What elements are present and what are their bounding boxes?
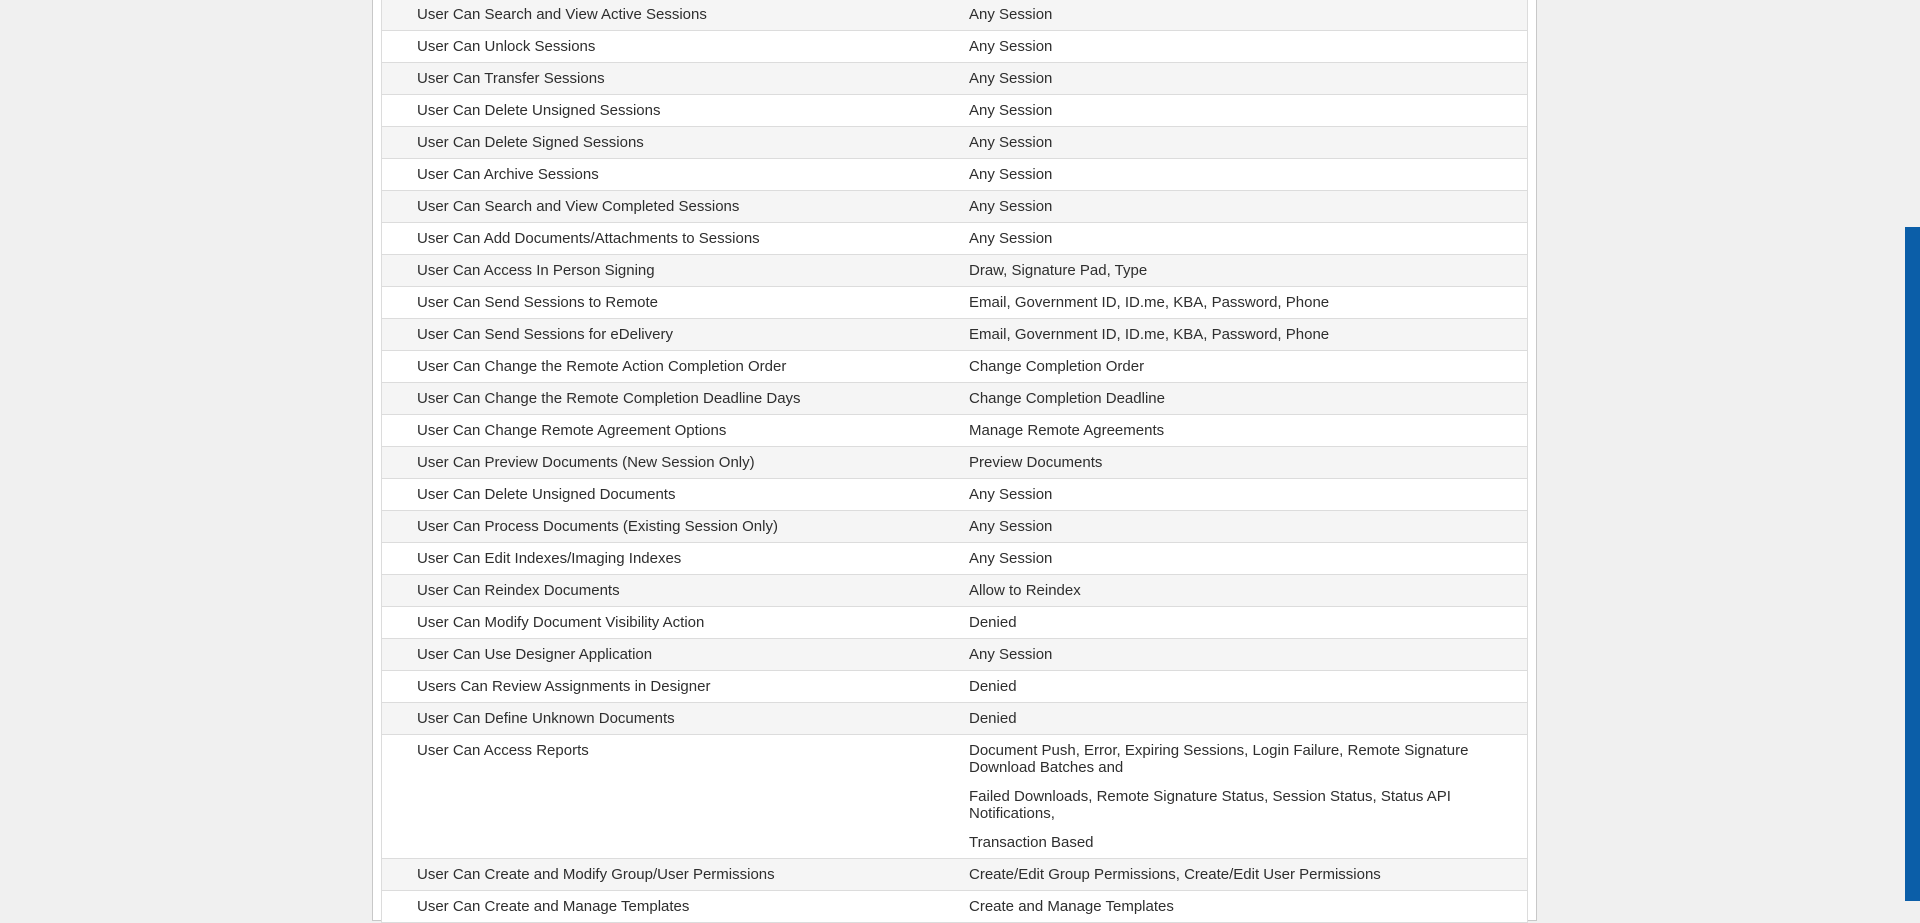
permission-value — [969, 742, 1527, 851]
permission-value-line: Change Completion Order — [969, 358, 1145, 375]
permission-name: User Can Access In Person Signing — [417, 262, 655, 279]
permission-name: User Can Create and Modify Group/User Permissions — [417, 866, 775, 883]
permission-value-line: Preview Documents — [969, 454, 1103, 471]
permission-value-line: Any Session — [969, 70, 1053, 87]
permission-value-line: Change Completion Deadline — [969, 390, 1165, 407]
permission-name: User Can Change the Remote Action Completion Order — [417, 358, 787, 375]
permission-value-line: Any Session — [969, 486, 1053, 503]
permission-row[interactable] — [382, 351, 1527, 383]
permission-row[interactable] — [382, 639, 1527, 671]
permission-value-line: Create/Edit Group Permissions, Create/Edit User Permissions — [969, 866, 1381, 883]
permission-name: User Can Change the Remote Completion Deadline Days — [417, 390, 801, 407]
permission-value — [969, 518, 1527, 535]
permission-row[interactable] — [382, 383, 1527, 415]
permission-value — [969, 486, 1527, 503]
permission-value-line: Email, Government ID, ID.me, KBA, Password, Phone — [969, 294, 1330, 311]
scrollbar-thumb[interactable] — [1905, 227, 1920, 901]
permission-name: User Can Change Remote Agreement Options — [417, 422, 727, 439]
permission-value-line: Any Session — [969, 6, 1053, 23]
permission-name: User Can Preview Documents (New Session Only) — [417, 454, 755, 471]
permission-row[interactable] — [382, 607, 1527, 639]
permission-name: User Can Create and Manage Templates — [417, 898, 690, 915]
permission-name: User Can Send Sessions for eDelivery — [417, 326, 673, 343]
permission-value-line: Denied — [969, 614, 1017, 631]
permission-value — [969, 866, 1527, 883]
permission-row[interactable] — [382, 255, 1527, 287]
permission-row[interactable] — [382, 575, 1527, 607]
permissions-table — [381, 0, 1528, 923]
permission-row[interactable] — [382, 447, 1527, 479]
permission-name: User Can Delete Unsigned Sessions — [417, 102, 661, 119]
permission-value — [969, 262, 1527, 279]
permission-value-line: Any Session — [969, 198, 1053, 215]
permission-name: User Can Delete Signed Sessions — [417, 134, 644, 151]
permission-value-line: Any Session — [969, 102, 1053, 119]
permission-value-line: Transaction Based — [969, 834, 1094, 851]
permission-value — [969, 198, 1527, 215]
permission-name: User Can Search and View Active Sessions — [417, 6, 707, 23]
permission-value-line: Any Session — [969, 134, 1053, 151]
permission-value-line: Create and Manage Templates — [969, 898, 1174, 915]
permission-row[interactable] — [382, 511, 1527, 543]
permission-value-line: Allow to Reindex — [969, 582, 1081, 599]
permission-value — [969, 326, 1527, 343]
permission-name: Users Can Review Assignments in Designer — [417, 678, 711, 695]
permission-row[interactable] — [382, 127, 1527, 159]
permission-name: User Can Unlock Sessions — [417, 38, 596, 55]
permission-value — [969, 710, 1527, 727]
permission-value — [969, 390, 1527, 407]
permission-value — [969, 70, 1527, 87]
permission-name: User Can Use Designer Application — [417, 646, 653, 663]
permission-name: User Can Send Sessions to Remote — [417, 294, 658, 311]
permissions-panel — [372, 0, 1537, 921]
permission-value — [969, 358, 1527, 375]
permission-value-line: Manage Remote Agreements — [969, 422, 1165, 439]
permission-value — [969, 422, 1527, 439]
permission-row[interactable] — [382, 31, 1527, 63]
permission-row[interactable] — [382, 859, 1527, 891]
permission-value-line: Any Session — [969, 166, 1053, 183]
permission-value-line: Any Session — [969, 518, 1053, 535]
permission-name: User Can Search and View Completed Sessions — [417, 198, 740, 215]
permission-value — [969, 454, 1527, 471]
permission-value — [969, 38, 1527, 55]
permission-value — [969, 134, 1527, 151]
permission-value — [969, 294, 1527, 311]
permission-value-line: Failed Downloads, Remote Signature Status, Session Status, Status API Notifications, — [969, 788, 1451, 822]
permission-value — [969, 646, 1527, 663]
permission-row[interactable] — [382, 159, 1527, 191]
permission-row[interactable] — [382, 95, 1527, 127]
permission-value-line: Denied — [969, 678, 1017, 695]
permission-value-line: Email, Government ID, ID.me, KBA, Password, Phone — [969, 326, 1330, 343]
permission-value-line: Draw, Signature Pad, Type — [969, 262, 1148, 279]
permission-row[interactable] — [382, 671, 1527, 703]
permission-name: User Can Add Documents/Attachments to Sessions — [417, 230, 760, 247]
permission-value — [969, 678, 1527, 695]
permission-row[interactable] — [382, 735, 1527, 859]
permission-name: User Can Delete Unsigned Documents — [417, 486, 676, 503]
permission-name: User Can Define Unknown Documents — [417, 710, 675, 727]
permission-row[interactable] — [382, 63, 1527, 95]
permission-row[interactable] — [382, 479, 1527, 511]
permission-name: User Can Archive Sessions — [417, 166, 599, 183]
permission-value — [969, 582, 1527, 599]
permission-name: User Can Process Documents (Existing Session Only) — [417, 518, 778, 535]
permission-value-line: Denied — [969, 710, 1017, 727]
permission-row[interactable] — [382, 415, 1527, 447]
permission-value — [969, 550, 1527, 567]
permission-row[interactable] — [382, 0, 1527, 31]
permission-row[interactable] — [382, 543, 1527, 575]
permission-name: User Can Modify Document Visibility Action — [417, 614, 705, 631]
permission-value-line: Any Session — [969, 38, 1053, 55]
permission-name: User Can Transfer Sessions — [417, 70, 605, 87]
permission-value-line: Any Session — [969, 230, 1053, 247]
permission-row[interactable] — [382, 223, 1527, 255]
permission-row[interactable] — [382, 703, 1527, 735]
permission-row[interactable] — [382, 191, 1527, 223]
permission-value — [969, 614, 1527, 631]
permission-row[interactable] — [382, 319, 1527, 351]
permission-name: User Can Access Reports — [417, 742, 589, 759]
permission-value — [969, 6, 1527, 23]
permission-value — [969, 102, 1527, 119]
permission-row[interactable] — [382, 891, 1527, 923]
permission-row[interactable] — [382, 287, 1527, 319]
permission-value-line: Document Push, Error, Expiring Sessions, Login Failure, Remote Signature Download Batches and — [969, 742, 1469, 776]
permission-name: User Can Edit Indexes/Imaging Indexes — [417, 550, 682, 567]
permission-value-line: Any Session — [969, 646, 1053, 663]
permission-name: User Can Reindex Documents — [417, 582, 620, 599]
permission-value — [969, 230, 1527, 247]
permission-value — [969, 166, 1527, 183]
permission-value-line: Any Session — [969, 550, 1053, 567]
